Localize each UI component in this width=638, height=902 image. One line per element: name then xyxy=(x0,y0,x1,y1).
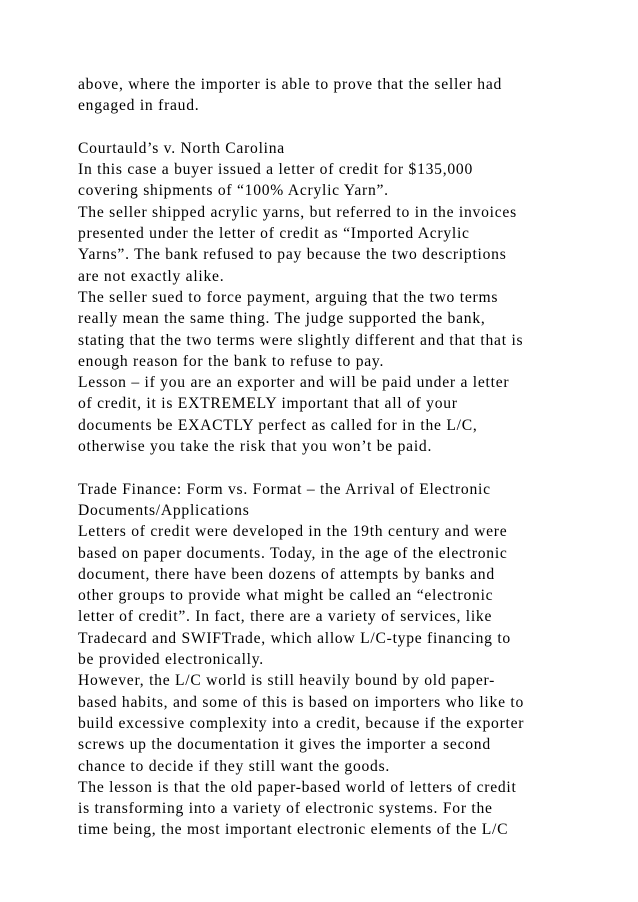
text-line: based on paper documents. Today, in the age of the electronic xyxy=(78,544,508,562)
lesson-line: The lesson is that the old paper-based world of letters of credit xyxy=(78,778,517,796)
text-line: based habits, and some of this is based on importers who like to xyxy=(78,693,525,711)
text-line: Letters of credit were developed in the 19th century and were xyxy=(78,523,508,541)
section-heading-courtaulds: Courtauld’s v. North Carolina xyxy=(78,139,285,157)
text-line: The seller sued to force payment, arguing that the two terms xyxy=(78,288,499,306)
paragraph-gap xyxy=(78,457,578,478)
text-line: are not exactly alike. xyxy=(78,267,225,285)
text-line: be provided electronically. xyxy=(78,651,264,669)
text-line: documents be EXACTLY perfect as called for in the L/C, xyxy=(78,416,478,434)
text-line: presented under the letter of credit as “Imported Acrylic xyxy=(78,225,470,243)
text-line: document, there have been dozens of attempts by banks and xyxy=(78,565,495,583)
section-heading-trade-finance: Trade Finance: Form vs. Format – the Arrival of Electronic xyxy=(78,480,491,498)
text-line: screws up the documentation it gives the importer a second xyxy=(78,736,491,754)
section-heading-trade-finance-cont: Documents/Applications xyxy=(78,501,250,519)
text-line: of credit, it is EXTREMELY important that all of your xyxy=(78,395,458,413)
text-line: However, the L/C world is still heavily bound by old paper- xyxy=(78,672,496,690)
text-line: engaged in fraud. xyxy=(78,97,200,115)
text-line: stating that the two terms were slightly different and that that is xyxy=(78,331,524,349)
text-line: above, where the importer is able to prove that the seller had xyxy=(78,76,503,93)
text-line: enough reason for the bank to refuse to pay. xyxy=(78,352,385,370)
text-line: is transforming into a variety of electronic systems. For the xyxy=(78,800,493,818)
lesson-line: Lesson – if you are an exporter and will be paid under a letter xyxy=(78,374,510,392)
text-line: Yarns”. The bank refused to pay because the two descriptions xyxy=(78,246,507,264)
text-line: The seller shipped acrylic yarns, but referred to in the invoices xyxy=(78,203,517,221)
text-line: Tradecard and SWIFTrade, which allow L/C-type financing to xyxy=(78,629,511,647)
text-line: really mean the same thing. The judge supported the bank, xyxy=(78,310,486,328)
text-line: other groups to provide what might be called an “electronic xyxy=(78,587,494,605)
document-body xyxy=(78,74,578,841)
text-line: chance to decide if they still want the goods. xyxy=(78,757,391,775)
text-line: In this case a buyer issued a letter of credit for $135,000 xyxy=(78,161,473,179)
text-line: covering shipments of “100% Acrylic Yarn”. xyxy=(78,182,389,200)
text-line: letter of credit”. In fact, there are a variety of services, like xyxy=(78,608,493,626)
text-line: otherwise you take the risk that you won’t be paid. xyxy=(78,438,433,456)
text-line: build excessive complexity into a credit, because if the exporter xyxy=(78,714,525,732)
paragraph-gap xyxy=(78,117,578,138)
text-line: time being, the most important electronic elements of the L/C xyxy=(78,821,509,839)
